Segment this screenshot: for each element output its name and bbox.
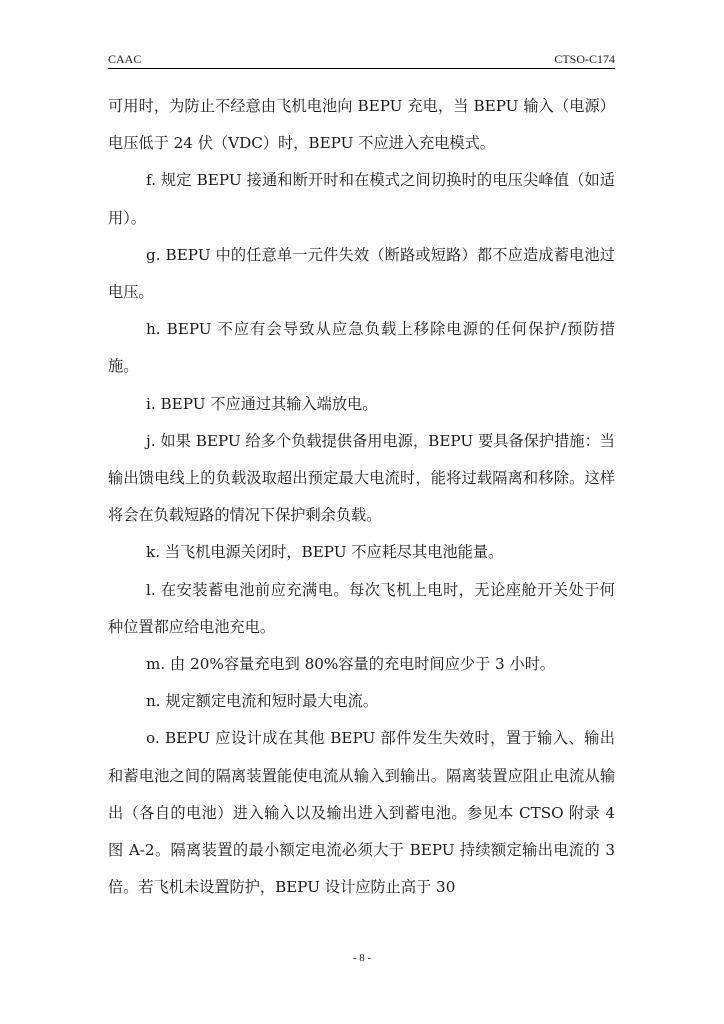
page-number: - 8 -: [352, 952, 372, 964]
header-doc-id: CTSO-C174: [554, 52, 615, 66]
paragraph-h: h. BEPU 不应有会导致从应急负载上移除电源的任何保护/预防措施。: [108, 320, 615, 376]
header-org: CAAC: [108, 52, 142, 66]
paragraph-g: g. BEPU 中的任意单一元件失效（断路或短路）都不应造成蓄电池过电压。: [108, 245, 615, 302]
document-body: [108, 88, 615, 906]
paragraph-k: k. 当飞机电源关闭时，BEPU 不应耗尽其电池能量。: [146, 543, 504, 562]
paragraph-intro: 可用时，为防止不经意由飞机电池向 BEPU 充电，当 BEPU 输入（电源）电压低于 24 伏（VDC）时，BEPU 不应进入充电模式。: [108, 97, 615, 153]
header-rule: [108, 68, 615, 69]
paragraph-f: f. 规定 BEPU 接通和断开时和在模式之间切换时的电压尖峰值（如适用）。: [108, 171, 615, 227]
paragraph-o: o. BEPU 应设计成在其他 BEPU 部件发生失效时，置于输入、输出和蓄电池之间的隔离装置能使电流从输入到输出。隔离装置应阻止电流从输出（各自的电池）进入输入以及输出进入到蓄电池。参见本 CTSO 附录 4 图 A-2。隔离装置的最小额定电流必须大于 BEPU 持续额定输出电流的 3 倍。若飞机未设置防护，BEPU 设计应防止高于 30: [108, 729, 615, 897]
paragraph-i: i. BEPU 不应通过其输入端放电。: [146, 394, 378, 413]
paragraph-m: m. 由 20%容量充电到 80%容量的充电时间应少于 3 小时。: [146, 655, 556, 674]
paragraph-n: n. 规定额定电流和短时最大电流。: [146, 692, 379, 711]
paragraph-j: j. 如果 BEPU 给多个负载提供备用电源，BEPU 要具备保护措施：当输出馈电线上的负载汲取超出预定最大电流时，能将过载隔离和移除。这样将会在负载短路的情况下保护剩余负载。: [108, 431, 615, 525]
paragraph-l: l. 在安装蓄电池前应充满电。每次飞机上电时，无论座舱开关处于何种位置都应给电池充电。: [108, 580, 615, 636]
